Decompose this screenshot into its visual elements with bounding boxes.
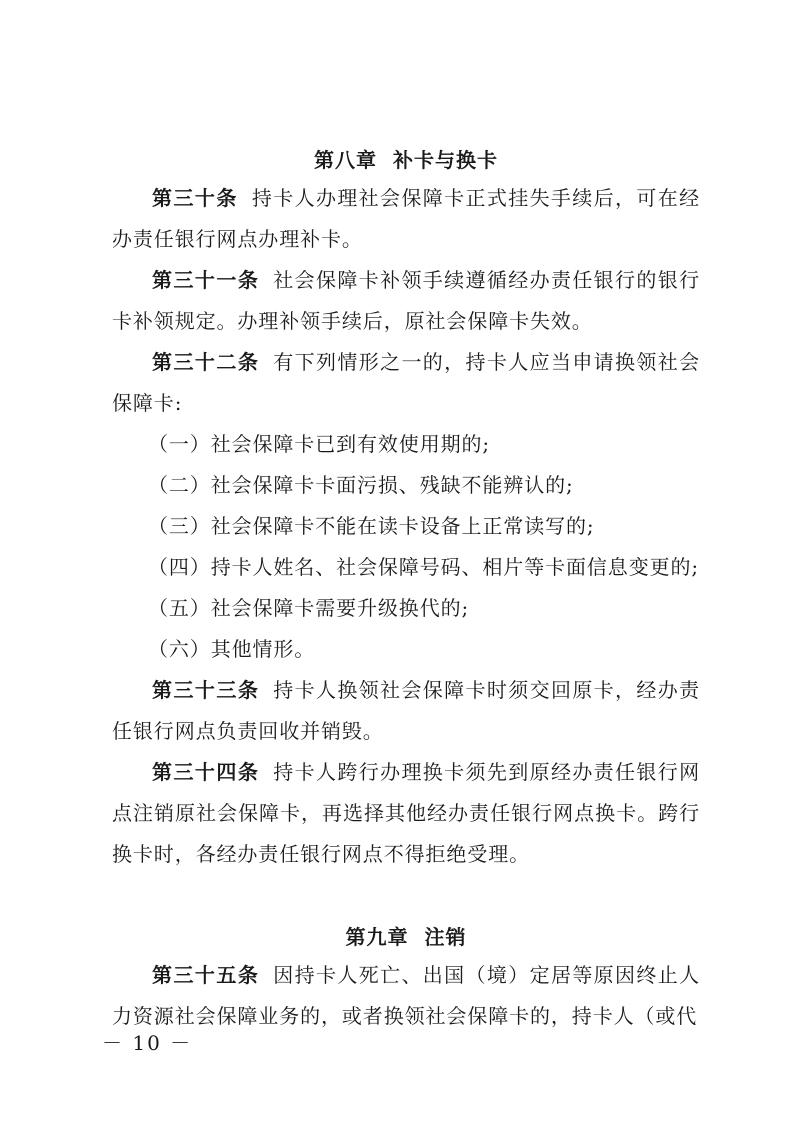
article-text: 因持卡人死亡、出国（境）定居等原因终止人力资源社会保障业务的，或者换领社会保障卡的，持卡人（或代 [112,963,701,1028]
article-35 [112,955,700,1037]
article-33 [112,670,700,752]
article-number: 第三十条 [152,186,238,210]
article-32 [112,342,700,424]
chapter-9-title: 注销 [424,925,467,949]
list-item: （六）其他情形。 [148,637,316,661]
page-number: － 10 － [102,1031,193,1055]
chapter-8-heading [112,142,700,178]
article-text: 社会保障卡补领手续遵循经办责任银行的银行卡补领规定。办理补领手续后，原社会保障卡失效。 [112,268,701,333]
page-content [112,142,700,1037]
list-item: （三）社会保障卡不能在读卡设备上正常读写的; [148,514,595,538]
article-text: 持卡人跨行办理换卡须先到原经办责任银行网点注销原社会保障卡，再选择其他经办责任银行网点换卡。跨行换卡时，各经办责任银行网点不得拒绝受理。 [112,760,701,866]
article-number: 第三十三条 [152,678,260,702]
article-31 [112,260,700,342]
article-number: 第三十四条 [152,760,260,784]
list-item: （五）社会保障卡需要升级换代的; [148,596,470,620]
chapter-8-title: 补卡与换卡 [393,148,498,172]
list-item: （一）社会保障卡已到有效使用期的; [148,432,491,456]
article-number: 第三十二条 [152,350,260,374]
list-item: （四）持卡人姓名、社会保障号码、相片等卡面信息变更的; [148,555,700,579]
chapter-9-number: 第九章 [345,925,409,949]
article-number: 第三十五条 [152,963,260,987]
article-text: 持卡人换领社会保障卡时须交回原卡，经办责任银行网点负责回收并销毁。 [112,678,701,743]
article-text: 有下列情形之一的，持卡人应当申请换领社会保障卡: [112,350,701,415]
list-item: （二）社会保障卡卡面污损、残缺不能辨认的; [148,473,574,497]
article-34 [112,752,700,875]
article-number: 第三十一条 [152,268,260,292]
chapter-8-number: 第八章 [314,148,377,172]
chapter-9-heading [112,919,700,955]
article-30 [112,178,700,260]
article-text: 持卡人办理社会保障卡正式挂失手续后，可在经办责任银行网点办理补卡。 [112,186,701,251]
